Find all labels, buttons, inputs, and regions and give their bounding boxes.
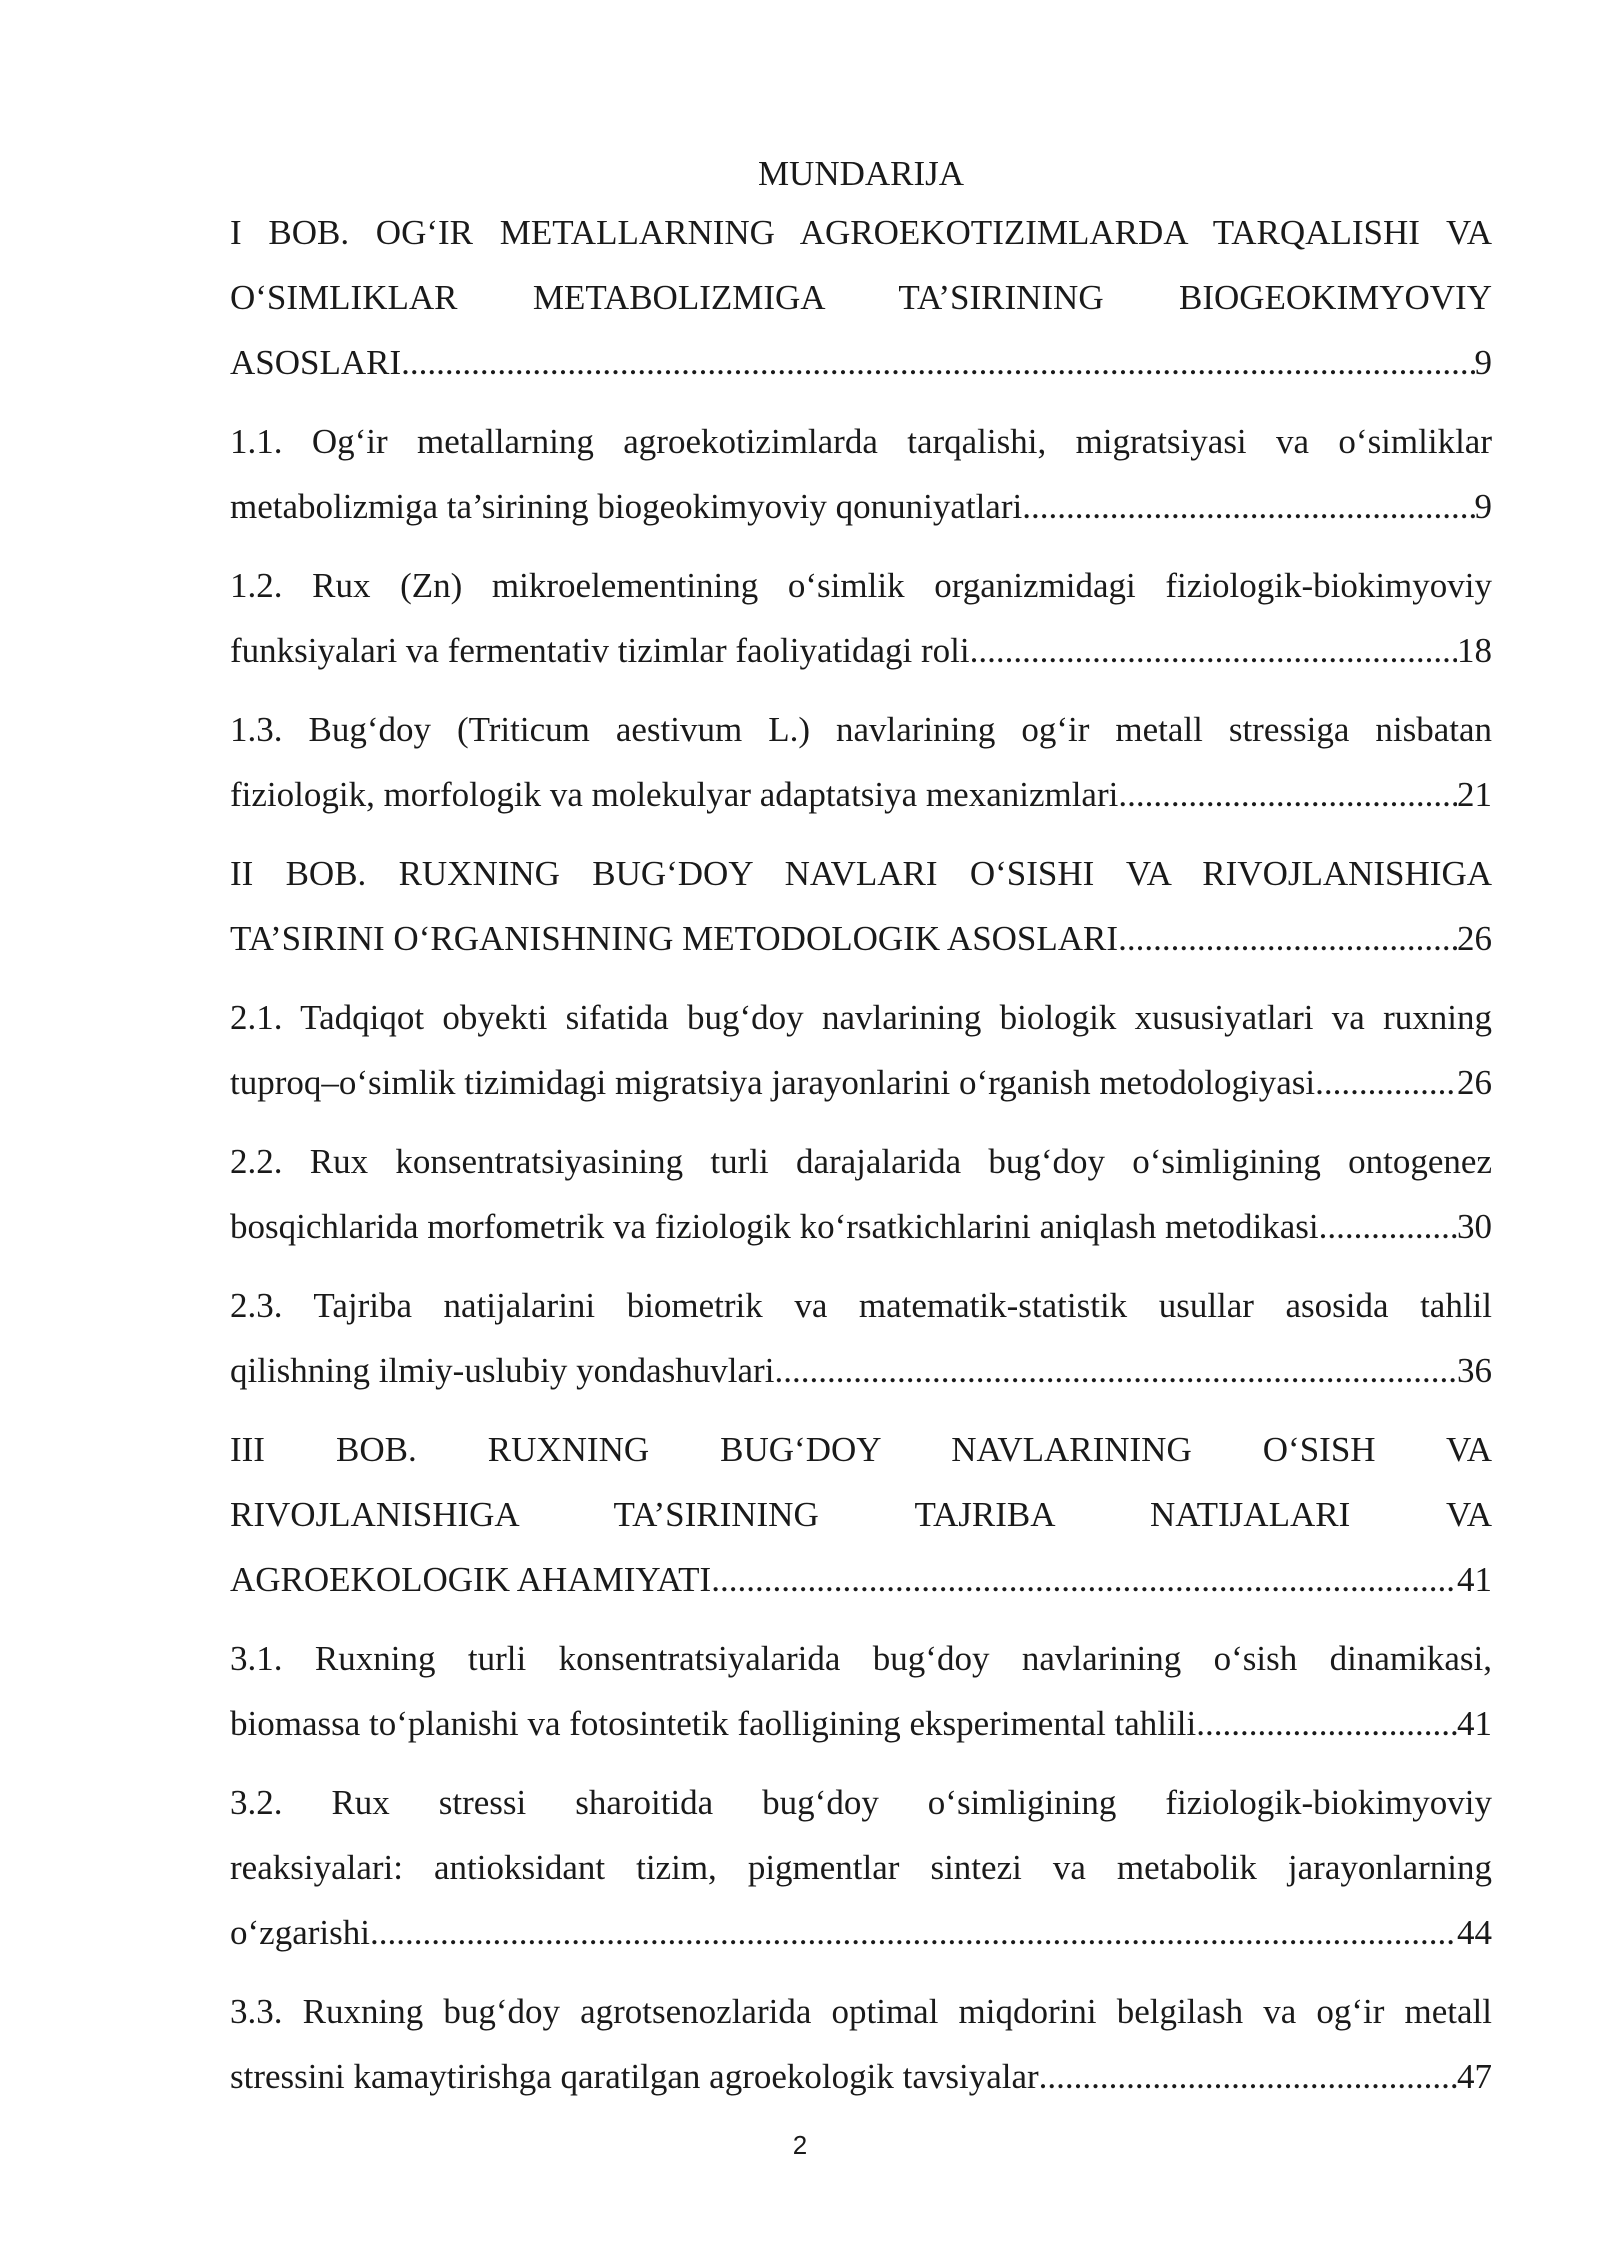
dot-leader (774, 1338, 1457, 1403)
toc-entry-line: II BOB. RUXNING BUG‘DOY NAVLARI O‘SISHI VA RIVOJLANISHIGA (230, 854, 1492, 893)
toc-entry[interactable] (230, 841, 1492, 971)
toc-page-number: 18 (1457, 631, 1492, 670)
toc-entry-line: 2.3. Tajriba natijalarini biometrik va matematik-statistik usullar asosida tahlil (230, 1286, 1492, 1325)
toc-entry-title-end: ASOSLARI (230, 343, 402, 382)
dot-leader (1315, 1050, 1457, 1115)
toc-entry-last-line (230, 1338, 1492, 1403)
toc-entry-title-end: metabolizmiga ta’sirining biogeokimyoviy qonuniyatlari (230, 487, 1023, 526)
toc-entry-last-line (230, 1691, 1492, 1756)
dot-leader (370, 1900, 1457, 1965)
toc-entry[interactable] (230, 1770, 1492, 1965)
page-number: 2 (792, 2130, 808, 2160)
toc-page-number: 36 (1457, 1351, 1492, 1390)
toc-entry[interactable] (230, 200, 1492, 395)
toc-entry-title-end: bosqichlarida morfometrik va fiziologik ko‘rsatkichlarini aniqlash metodikasi (230, 1207, 1319, 1246)
toc-entry-title-end: biomassa to‘planishi va fotosintetik faolligining eksperimental tahlili (230, 1704, 1197, 1743)
toc-entry-last-line (230, 330, 1492, 395)
dot-leader (970, 618, 1457, 683)
toc-entry-line: 1.1. Og‘ir metallarning agroekotizimlarda tarqalishi, migratsiyasi va o‘simliklar (230, 422, 1492, 461)
toc-title: MUNDARIJA (757, 154, 965, 193)
toc-entry[interactable] (230, 697, 1492, 827)
toc-page-number: 44 (1457, 1913, 1492, 1952)
toc-entry-last-line (230, 906, 1492, 971)
toc-entry-title-end: qilishning ilmiy-uslubiy yondashuvlari (230, 1351, 775, 1390)
toc-page-number: 9 (1474, 487, 1492, 526)
toc-entry-last-line (230, 1194, 1492, 1259)
toc-entry-title-end: funksiyalari va fermentativ tizimlar faoliyatidagi roli (230, 631, 970, 670)
toc-entry-title-end: stressini kamaytirishga qaratilgan agroekologik tavsiyalar (230, 2057, 1039, 2096)
dot-leader (1319, 1194, 1457, 1259)
toc-entry-title-end: o‘zgarishi (230, 1913, 370, 1952)
toc-entries (230, 200, 1492, 2109)
toc-entry[interactable] (230, 985, 1492, 1115)
toc-entry-last-line (230, 618, 1492, 683)
toc-entry-line: 3.1. Ruxning turli konsentratsiyalarida bug‘doy navlarining o‘sish dinamikasi, (230, 1639, 1492, 1678)
toc-entry-line: 1.3. Bug‘doy (Triticum aestivum L.) navlarining og‘ir metall stressiga nisbatan (230, 710, 1492, 749)
dot-leader (1118, 762, 1457, 827)
toc-entry-last-line (230, 2044, 1492, 2109)
toc-page-number: 47 (1457, 2057, 1492, 2096)
toc-entry[interactable] (230, 1273, 1492, 1403)
toc-entry-line: III BOB. RUXNING BUG‘DOY NAVLARINING O‘SISH VA (230, 1430, 1492, 1469)
toc-entry-line: RIVOJLANISHIGA TA’SIRINING TAJRIBA NATIJALARI VA (230, 1495, 1492, 1534)
toc-page-number: 26 (1457, 919, 1492, 958)
toc-entry-line: 2.1. Tadqiqot obyekti sifatida bug‘doy navlarining biologik xususiyatlari va ruxning (230, 998, 1492, 1037)
toc-entry-last-line (230, 762, 1492, 827)
toc-entry[interactable] (230, 1979, 1492, 2109)
toc-entry[interactable] (230, 1129, 1492, 1259)
toc-entry-title-end: fiziologik, morfologik va molekulyar adaptatsiya mexanizmlari (230, 775, 1119, 814)
toc-entry[interactable] (230, 1626, 1492, 1756)
toc-entry[interactable] (230, 409, 1492, 539)
dot-leader (1022, 474, 1474, 539)
toc-page-number: 41 (1457, 1704, 1492, 1743)
toc-entry-title-end: tuproq–o‘simlik tizimidagi migratsiya jarayonlarini o‘rganish metodologiyasi (230, 1063, 1316, 1102)
toc-entry-line: 3.3. Ruxning bug‘doy agrotsenozlarida optimal miqdorini belgilash va og‘ir metall (230, 1992, 1492, 2031)
toc-entry-last-line (230, 474, 1492, 539)
toc-page-number: 41 (1457, 1560, 1492, 1599)
dot-leader (711, 1547, 1457, 1612)
toc-entry-line: I BOB. OG‘IR METALLARNING AGROEKOTIZIMLARDA TARQALISHI VA O‘SIMLIKLAR METABOLIZMIGA TA’SIRINING BIOGEOKIMYOVIY (230, 213, 1492, 317)
toc-page-number: 9 (1474, 343, 1492, 382)
toc-entry-last-line (230, 1900, 1492, 1965)
toc-entry-line: 3.2. Rux stressi sharoitida bug‘doy o‘simligining fiziologik-biokimyoviy (230, 1783, 1492, 1822)
toc-entry-line: 1.2. Rux (Zn) mikroelementining o‘simlik organizmidagi fiziologik-biokimyoviy (230, 566, 1492, 605)
toc-page-number: 21 (1457, 775, 1492, 814)
toc-entry[interactable] (230, 553, 1492, 683)
dot-leader (1118, 906, 1457, 971)
toc-entry-last-line (230, 1050, 1492, 1115)
dot-leader (1196, 1691, 1457, 1756)
toc-page-number: 26 (1457, 1063, 1492, 1102)
toc-entry-last-line (230, 1547, 1492, 1612)
toc-entry-title-end: AGROEKOLOGIK AHAMIYATI (230, 1560, 712, 1599)
toc-page-number: 30 (1457, 1207, 1492, 1246)
dot-leader (1039, 2044, 1457, 2109)
toc-entry-line: reaksiyalari: antioksidant tizim, pigmentlar sintezi va metabolik jarayonlarning (230, 1848, 1492, 1887)
toc-entry-title-end: TA’SIRINI O‘RGANISHNING METODOLOGIK ASOSLARI (230, 919, 1119, 958)
table-of-contents (230, 148, 1492, 2123)
toc-entry[interactable] (230, 1417, 1492, 1612)
dot-leader (401, 330, 1474, 395)
toc-entry-line: 2.2. Rux konsentratsiyasining turli darajalarida bug‘doy o‘simligining ontogenez (230, 1142, 1492, 1181)
